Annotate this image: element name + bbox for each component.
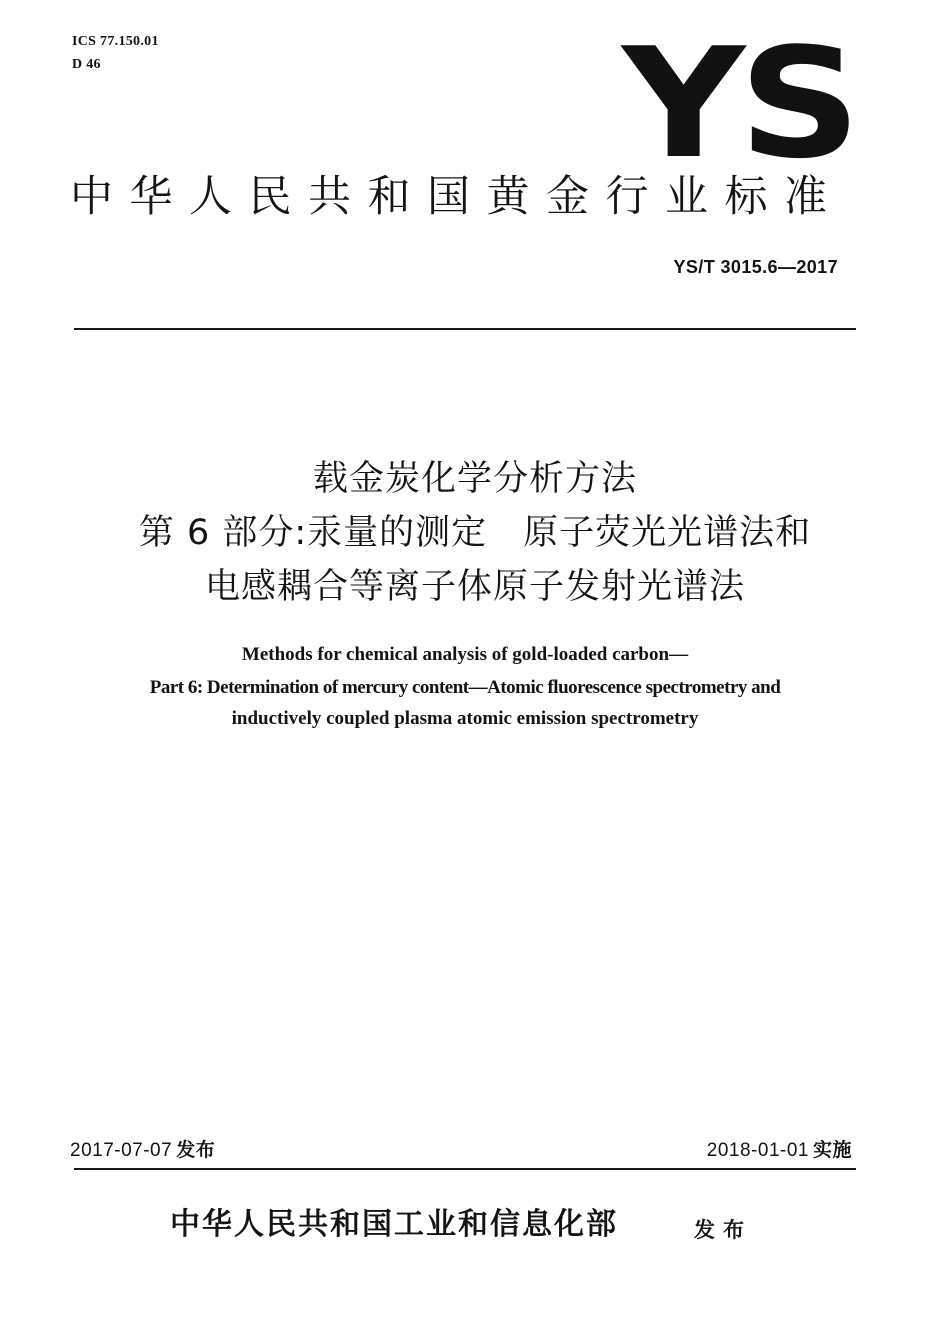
- issue-date: 2017-07-07: [70, 1140, 173, 1161]
- standard-code: YS/T 3015.6—2017: [673, 257, 838, 277]
- english-title-line-1: Methods for chemical analysis of gold-loaded carbon—: [241, 644, 689, 665]
- standard-name: 中华人民共和国黄金行业标准: [70, 172, 844, 222]
- english-title-line-2: Part 6: Determination of mercury content—Atomic fluorescence spectrometry and: [149, 677, 781, 698]
- classification-code: D 46: [72, 57, 101, 72]
- chinese-title-line-3: 电感耦合等离子体原子发射光谱法: [204, 567, 745, 607]
- implementation-date-block: [707, 1138, 852, 1163]
- top-divider: [74, 328, 856, 330]
- implementation-label: 实施: [812, 1139, 852, 1161]
- ics-number: ICS 77.150.01: [72, 34, 159, 49]
- issue-date-block: [70, 1138, 215, 1163]
- ys-logo: YS: [622, 15, 855, 192]
- chinese-title-line-1: 载金炭化学分析方法: [312, 459, 637, 499]
- english-title-line-3: inductively coupled plasma atomic emission spectrometry: [231, 708, 699, 729]
- publish-label: 发布: [694, 1218, 752, 1242]
- publisher-name: 中华人民共和国工业和信息化部: [170, 1207, 618, 1242]
- bottom-divider: [74, 1168, 856, 1170]
- implementation-date: 2018-01-01: [706, 1140, 809, 1161]
- issue-label: 发布: [176, 1139, 216, 1161]
- chinese-title-line-2: 第 6 部分:汞量的测定 原子荧光光谱法和: [138, 513, 812, 553]
